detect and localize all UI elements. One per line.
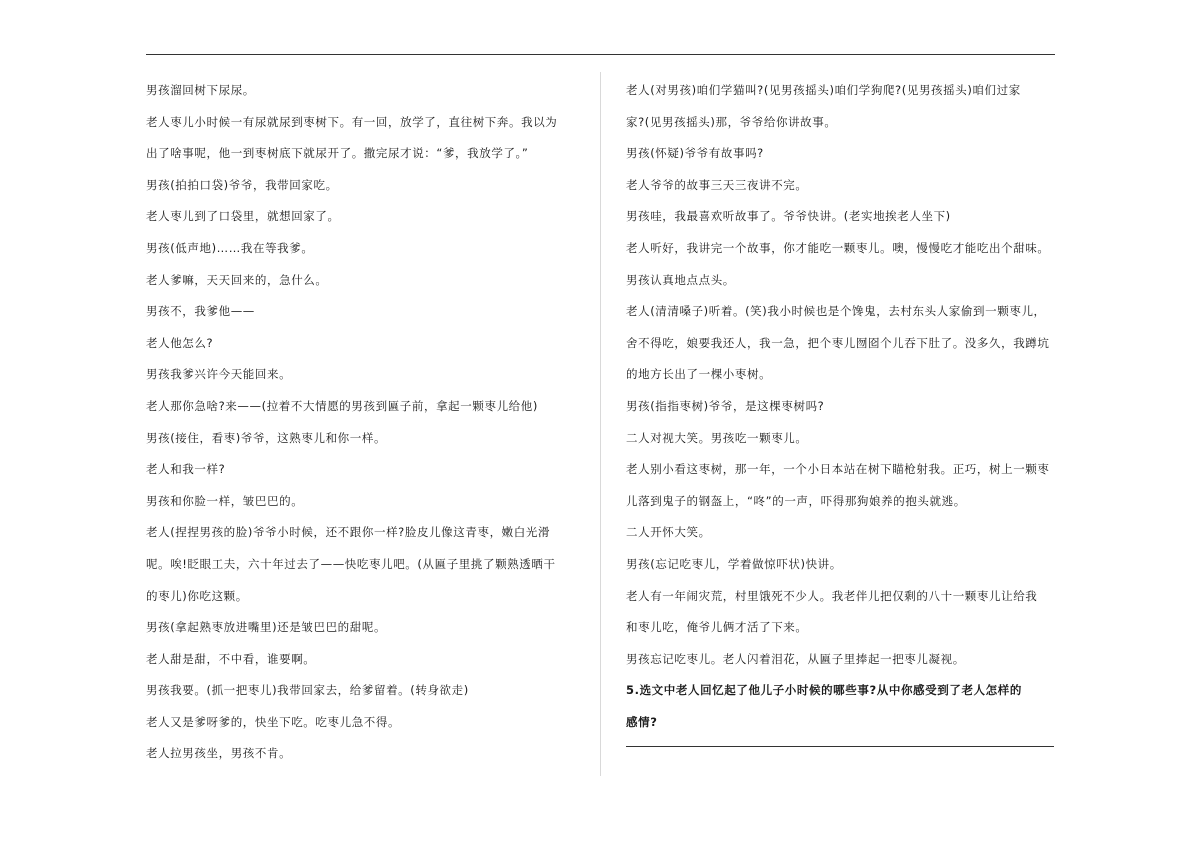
text-line: 呢。唉!眨眼工夫，六十年过去了——快吃枣儿吧。(从匾子里挑了颗熟透晒干	[146, 556, 556, 571]
text-line: 家?(见男孩摇头)那，爷爷给你讲故事。	[626, 114, 837, 129]
text-line: 老人那你急啥?来——(拉着不大情愿的男孩到匾子前，拿起一颗枣儿给他)	[146, 398, 538, 413]
text-line: 老人拉男孩坐，男孩不肯。	[146, 746, 292, 761]
text-line: 老人爷爷的故事三天三夜讲不完。	[626, 177, 808, 192]
text-line: 男孩我要。(抓一把枣儿)我带回家去，给爹留着。(转身欲走)	[146, 683, 469, 698]
text-line: 老人(捏捏男孩的脸)爷爷小时候，还不跟你一样?脸皮儿像这青枣，嫩白光滑	[146, 525, 551, 540]
question-line-2: 感情?	[626, 714, 658, 729]
text-line: 老人别小看这枣树，那一年，一个小日本站在树下瞄枪射我。正巧，树上一颗枣	[626, 462, 1050, 477]
text-line: 男孩(指指枣树)爷爷，是这棵枣树吗?	[626, 398, 825, 413]
text-line: 男孩和你脸一样，皱巴巴的。	[146, 493, 304, 508]
text-line: 舍不得吃，娘要我还人，我一急，把个枣儿囫囵个儿吞下肚了。没多久，我蹲坑	[626, 335, 1050, 350]
text-line: 男孩(接住，看枣)爷爷，这熟枣儿和你一样。	[146, 430, 387, 445]
right-column	[626, 75, 1058, 747]
text-line: 老人甜是甜，不中看，谁要啊。	[146, 651, 316, 666]
text-line: 的地方长出了一棵小枣树。	[626, 367, 772, 382]
text-line: 老人爹嘛，天天回来的，急什么。	[146, 272, 328, 287]
text-line: 男孩(拍拍口袋)爷爷，我带回家吃。	[146, 177, 338, 192]
text-line: 老人枣儿到了口袋里，就想回家了。	[146, 209, 340, 224]
text-line: 男孩(怀疑)爷爷有故事吗?	[626, 146, 764, 161]
text-line: 老人枣儿小时候一有尿就尿到枣树下。有一回，放学了，直往树下奔。我以为	[146, 114, 558, 129]
text-line: 男孩(拿起熟枣放进嘴里)还是皱巴巴的甜呢。	[146, 620, 387, 635]
text-line: 男孩(忘记吃枣儿，学着做惊吓状)快讲。	[626, 556, 842, 571]
text-line: 二人对视大笑。男孩吃一颗枣儿。	[626, 430, 808, 445]
text-line: 男孩我爹兴许今天能回来。	[146, 367, 292, 382]
text-line: 男孩(低声地)……我在等我爹。	[146, 240, 314, 255]
text-line: 二人开怀大笑。	[626, 525, 711, 540]
text-line: 男孩哇，我最喜欢听故事了。爷爷快讲。(老实地挨老人坐下)	[626, 209, 951, 224]
text-line: 老人(对男孩)咱们学猫叫?(见男孩摇头)咱们学狗爬?(见男孩摇头)咱们过家	[626, 83, 1021, 97]
text-line: 和枣儿吃，俺爷儿俩才活了下来。	[626, 620, 808, 635]
text-line: 男孩溜回树下尿尿。	[146, 83, 255, 97]
text-line: 男孩认真地点点头。	[626, 272, 735, 287]
text-line: 儿落到鬼子的钢盔上，“咚”的一声，吓得那狗娘养的抱头就逃。	[626, 493, 966, 508]
text-line: 老人他怎么?	[146, 335, 214, 350]
text-line: 老人有一年闹灾荒，村里饿死不少人。我老伴儿把仅剩的八十一颗枣儿让给我	[626, 588, 1038, 603]
text-line: 老人和我一样?	[146, 462, 226, 477]
text-line: 老人(清清嗓子)听着。(笑)我小时候也是个馋鬼，去村东头人家偷到一颗枣儿，	[626, 304, 1046, 319]
column-divider	[600, 72, 601, 776]
top-rule	[146, 54, 1055, 55]
question-line-1: 5.选文中老人回忆起了他儿子小时候的哪些事?从中你感受到了老人怎样的	[626, 683, 1022, 698]
text-line: 男孩忘记吃枣儿。老人闪着泪花，从匾子里捧起一把枣儿凝视。	[626, 651, 965, 666]
text-line: 的枣儿)你吃这颗。	[146, 588, 248, 603]
text-line: 男孩不，我爹他——	[146, 304, 255, 319]
left-column	[146, 75, 580, 770]
text-line: 老人听好，我讲完一个故事，你才能吃一颗枣儿。噢，慢慢吃才能吃出个甜味。	[626, 240, 1050, 255]
answer-blank-line[interactable]	[626, 746, 1054, 747]
text-line: 老人又是爹呀爹的，快坐下吃。吃枣儿急不得。	[146, 714, 401, 729]
text-line: 出了啥事呢，他一到枣树底下就尿开了。撒完尿才说：“爹，我放学了。”	[146, 146, 529, 161]
